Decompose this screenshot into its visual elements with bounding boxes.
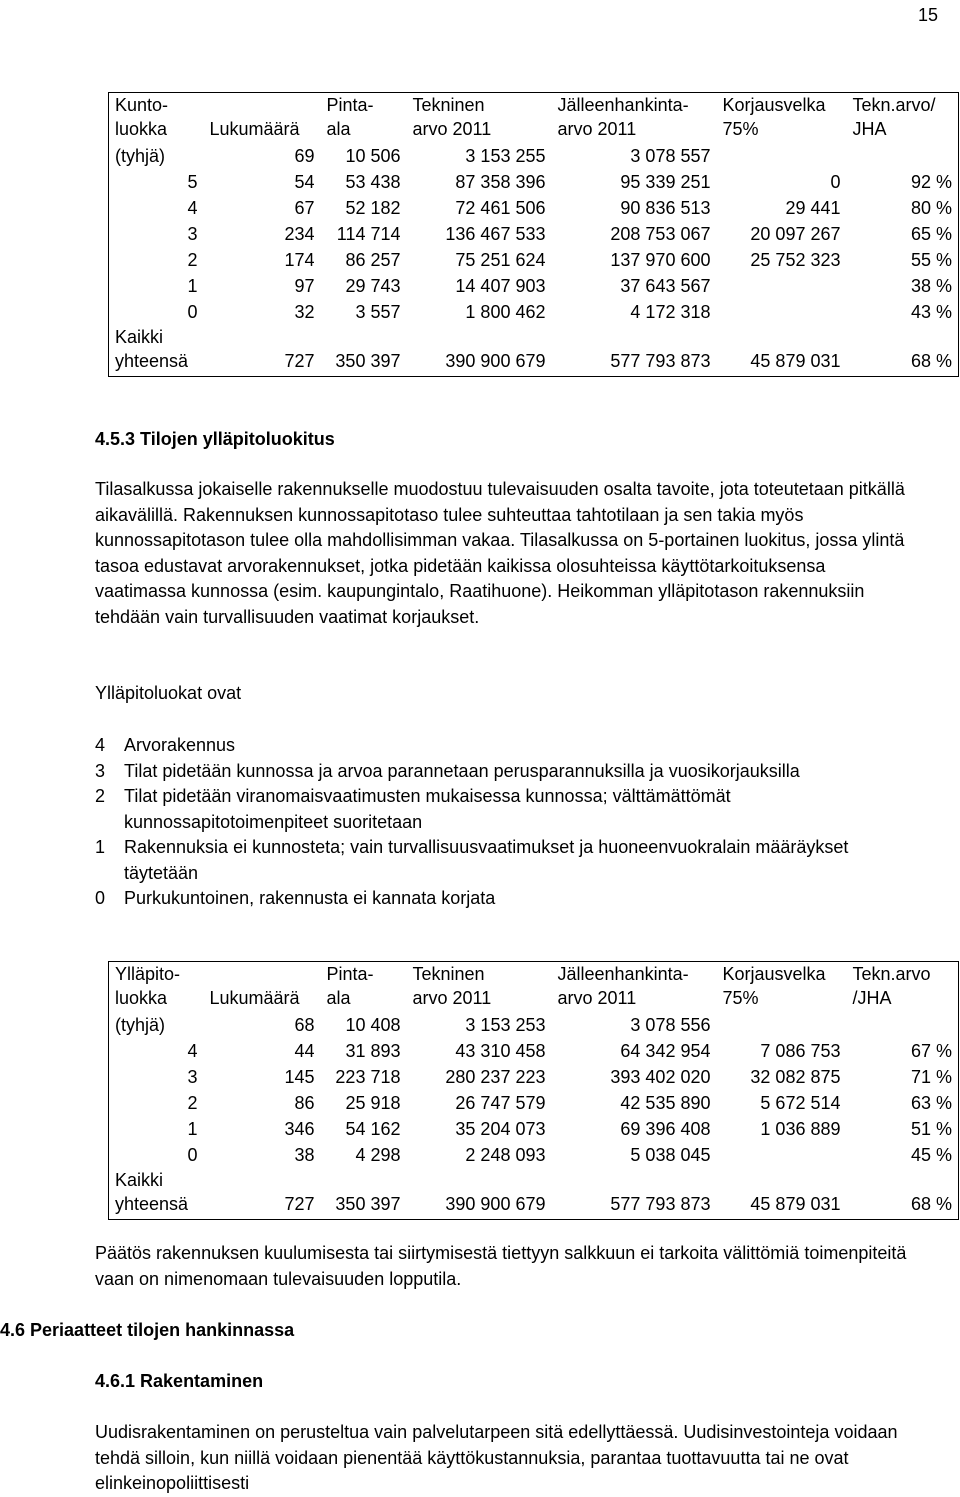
table-cell: 86: [294, 1093, 315, 1113]
column-header: [321, 93, 407, 144]
maintenance-level-code: 2: [95, 786, 106, 806]
maintenance-level-list: [95, 733, 915, 912]
table-cell: 1 800 462: [465, 302, 546, 322]
maintenance-level-text: Arvorakennus: [124, 735, 236, 755]
table-cell: 208 753 067: [610, 224, 711, 244]
table-cell: [717, 143, 847, 169]
maintenance-level-text: Tilat pidetään kunnossa ja arvoa parannetaan perusparannuksilla ja vuosikorjauksilla: [124, 760, 800, 781]
column-header: [109, 93, 204, 144]
table-cell: 69 396 408: [620, 1119, 711, 1139]
column-header-line: Lukumäärä: [209, 119, 300, 139]
column-header-line: Pinta-: [326, 95, 374, 115]
column-header: [407, 962, 552, 1013]
column-header: [204, 93, 321, 144]
total-cell: 577 793 873: [610, 1194, 711, 1214]
row-label-cell: 0: [187, 302, 198, 322]
column-header: [321, 962, 407, 1013]
column-header-line: Korjausvelka: [722, 95, 826, 115]
total-cell: 45 879 031: [750, 1194, 841, 1214]
table-cell: [847, 1012, 959, 1038]
total-label-cell: [109, 1168, 204, 1220]
column-header-line: Pinta-: [326, 964, 374, 984]
column-header-line: Kunto-: [115, 95, 169, 115]
column-header: [847, 962, 959, 1013]
total-cell: 727: [284, 1194, 315, 1214]
table-cell: 51 %: [910, 1119, 952, 1139]
table-cell: 68: [294, 1015, 315, 1035]
maintenance-level-text: Tilat pidetään viranomaisvaatimusten mukaisessa kunnossa; välttämättömät kunnossapitotoimenpiteet suoritetaan: [124, 786, 731, 832]
table-cell: 69: [294, 146, 315, 166]
table-cell: 114 714: [336, 224, 401, 244]
table-cell: 43 310 458: [455, 1041, 546, 1061]
header-row: [109, 962, 959, 1013]
condition-class-table: [108, 92, 959, 377]
header-row: [109, 93, 959, 144]
table-cell: 67 %: [910, 1041, 952, 1061]
table-cell: 0: [830, 172, 841, 192]
total-cell: 577 793 873: [610, 351, 711, 371]
table-cell: 75 251 624: [455, 250, 546, 270]
row-label-cell: 2: [187, 1093, 198, 1113]
table-cell: 10 408: [345, 1015, 401, 1035]
table-cell: 174: [284, 250, 315, 270]
page-number: 15: [917, 5, 938, 25]
total-label-line: yhteensä: [115, 351, 189, 371]
total-row: [109, 325, 959, 377]
table-cell: 3 557: [355, 302, 401, 322]
column-header-line: Tekninen: [412, 95, 485, 115]
section-4-5-3-paragraph: Tilasalkussa jokaiselle rakennukselle muodostuu tulevaisuuden osalta tavoite, jota toteutetaan pitkällä aikavälillä. Rakennuksen kunnossapitotaso tulee suhteuttaa tahtotilaan ja sen takia myös kunnossapitotason tulee olla mahdollisimman vakaa. Tilasalkussa on 5-portainen luokitus, jossa ylintä tasoa edustavat arvorakennukset, jotka pidetään kaikissa olosuhteissa käyttötarkoituksensa vaatimassa kunnossa (esim. kaupungintalo, Raatihuone). Heikomman ylläpitotason rakennuksiin tehdään vain turvallisuuden vaatimat korjaukset.: [95, 479, 905, 627]
maintenance-level-item: [95, 886, 915, 912]
row-label-cell: 5: [187, 172, 198, 192]
table-cell: 5 038 045: [630, 1145, 711, 1165]
maintenance-level-item: [95, 784, 915, 835]
table-cell: 26 747 579: [455, 1093, 546, 1113]
table-cell: 393 402 020: [610, 1067, 711, 1087]
table-row: [109, 1116, 959, 1142]
total-cell: 727: [284, 351, 315, 371]
column-header: [204, 962, 321, 1013]
table-cell: 54: [294, 172, 315, 192]
table-cell: 32: [294, 302, 315, 322]
table-cell: 42 535 890: [620, 1093, 711, 1113]
table-cell: 14 407 903: [455, 276, 546, 296]
decision-paragraph: Päätös rakennuksen kuulumisesta tai siirtymisestä tiettyyn salkkuun ei tarkoita välittömiä toimenpiteitä vaan on nimenomaan tulevaisuuden lopputila.: [95, 1243, 907, 1289]
column-header-line: 75%: [722, 988, 759, 1008]
table-cell: 90 836 513: [620, 198, 711, 218]
table-cell: 35 204 073: [455, 1119, 546, 1139]
row-label-cell: 4: [187, 198, 198, 218]
table-cell: 2 248 093: [465, 1145, 546, 1165]
table-cell: 45 %: [910, 1145, 952, 1165]
total-label-line: yhteensä: [115, 1194, 189, 1214]
table-row: [109, 195, 959, 221]
table-cell: 5 672 514: [760, 1093, 841, 1113]
table-cell: [717, 1012, 847, 1038]
table-cell: 97: [294, 276, 315, 296]
column-header-line: Jälleenhankinta-: [557, 964, 689, 984]
column-header-line: Tekninen: [412, 964, 485, 984]
table-cell: 80 %: [910, 198, 952, 218]
column-header-line: /JHA: [852, 988, 892, 1008]
column-header: [717, 93, 847, 144]
row-label-cell: (tyhjä): [115, 1015, 166, 1035]
table-cell: 3 078 557: [630, 146, 711, 166]
table-cell: 55 %: [910, 250, 952, 270]
table-cell: 25 752 323: [750, 250, 841, 270]
column-header-line: luokka: [115, 119, 168, 139]
table-row: [109, 169, 959, 195]
column-header: [407, 93, 552, 144]
total-label-line: Kaikki: [115, 1170, 164, 1190]
row-label-cell: 1: [187, 276, 198, 296]
table-cell: 20 097 267: [750, 224, 841, 244]
column-header: [717, 962, 847, 1013]
table-cell: 53 438: [345, 172, 401, 192]
total-cell: 68 %: [910, 1194, 952, 1214]
table-cell: 32 082 875: [750, 1067, 841, 1087]
row-label-cell: 4: [187, 1041, 198, 1061]
maintenance-level-item: [95, 733, 915, 759]
column-header-line: Korjausvelka: [722, 964, 826, 984]
table-cell: 31 893: [345, 1041, 401, 1061]
section-4-6-1-paragraph: Uudisrakentaminen on perusteltua vain palvelutarpeen sitä edellyttäessä. Uudisinvestointeja voidaan tehdä silloin, kun niillä voidaan pienentää käyttökustannuksia, parantaa tuottavuutta tai ne ovat elinkeinopoliittisesti: [95, 1422, 898, 1493]
section-4-6-1-heading: 4.6.1 Rakentaminen: [95, 1371, 264, 1391]
row-label-cell: 0: [187, 1145, 198, 1165]
table-row: [109, 1142, 959, 1168]
total-cell: 68 %: [910, 351, 952, 371]
table-cell: 86 257: [345, 250, 401, 270]
table-cell: 87 358 396: [455, 172, 546, 192]
table-cell: 65 %: [910, 224, 952, 244]
column-header-line: JHA: [852, 119, 887, 139]
table-cell: 136 467 533: [445, 224, 546, 244]
total-cell: 390 900 679: [445, 351, 546, 371]
table-cell: 223 718: [335, 1067, 401, 1087]
column-header-line: Jälleenhankinta-: [557, 95, 689, 115]
table-cell: 280 237 223: [445, 1067, 546, 1087]
table-cell: 67: [294, 198, 315, 218]
maintenance-level-code: 1: [95, 837, 106, 857]
table-row: [109, 273, 959, 299]
table-cell: 92 %: [910, 172, 952, 192]
column-header-line: Lukumäärä: [209, 988, 300, 1008]
table-cell: 43 %: [910, 302, 952, 322]
maintenance-level-code: 3: [95, 760, 106, 781]
column-header: [552, 93, 717, 144]
column-header-line: arvo 2011: [412, 119, 492, 139]
table-cell: [717, 299, 847, 325]
levels-intro: Ylläpitoluokat ovat: [95, 683, 242, 703]
table-cell: 7 086 753: [760, 1041, 841, 1061]
total-label-cell: [109, 325, 204, 377]
column-header-line: Tekn.arvo/: [852, 95, 936, 115]
table-cell: 4 298: [355, 1145, 401, 1165]
total-cell: 390 900 679: [445, 1194, 546, 1214]
row-label-cell: 3: [187, 224, 198, 244]
table-row: [109, 1038, 959, 1064]
total-cell: 350 397: [335, 1194, 401, 1214]
total-label-line: Kaikki: [115, 327, 164, 347]
table-cell: 63 %: [910, 1093, 952, 1113]
table-row: [109, 1012, 959, 1038]
row-label-cell: 3: [187, 1067, 198, 1087]
table-cell: 64 342 954: [620, 1041, 711, 1061]
column-header-line: arvo 2011: [412, 988, 492, 1008]
maintenance-level-item: [95, 835, 915, 886]
column-header-line: luokka: [115, 988, 168, 1008]
column-header-line: ala: [326, 119, 351, 139]
row-label-cell: 1: [187, 1119, 198, 1139]
table-cell: 10 506: [345, 146, 401, 166]
column-header-line: 75%: [722, 119, 759, 139]
table-cell: 54 162: [345, 1119, 401, 1139]
column-header: [847, 93, 959, 144]
table-cell: 4 172 318: [630, 302, 711, 322]
table-cell: 145: [284, 1067, 315, 1087]
table-cell: 52 182: [345, 198, 401, 218]
maintenance-level-item: [95, 759, 915, 785]
table-row: [109, 1064, 959, 1090]
total-cell: 350 397: [335, 351, 401, 371]
maintenance-class-table-body: [109, 962, 959, 1220]
table-cell: 37 643 567: [620, 276, 711, 296]
table-cell: 25 918: [345, 1093, 401, 1113]
column-header-line: Tekn.arvo: [852, 964, 931, 984]
column-header-line: Ylläpito-: [115, 964, 181, 984]
table-cell: [717, 273, 847, 299]
table-cell: 3 153 253: [465, 1015, 546, 1035]
table-cell: 234: [284, 224, 315, 244]
table-cell: 44: [294, 1041, 315, 1061]
column-header-line: arvo 2011: [557, 119, 637, 139]
table-cell: 71 %: [910, 1067, 952, 1087]
table-row: [109, 247, 959, 273]
column-header-line: arvo 2011: [557, 988, 637, 1008]
table-cell: 1 036 889: [760, 1119, 841, 1139]
table-cell: 29 743: [345, 276, 401, 296]
table-row: [109, 1090, 959, 1116]
maintenance-level-text: Rakennuksia ei kunnosteta; vain turvallisuusvaatimukset ja huoneenvuokralain määräykset täytetään: [124, 837, 849, 883]
section-4-5-3-heading: 4.5.3 Tilojen ylläpitoluokitus: [95, 429, 335, 449]
table-row: [109, 299, 959, 325]
table-cell: [847, 143, 959, 169]
row-label-cell: (tyhjä): [115, 146, 166, 166]
table-cell: 29 441: [785, 198, 841, 218]
column-header-line: ala: [326, 988, 351, 1008]
table-row: [109, 143, 959, 169]
maintenance-class-table: [108, 961, 959, 1220]
table-cell: 346: [284, 1119, 315, 1139]
table-cell: [717, 1142, 847, 1168]
condition-class-table-body: [109, 93, 959, 377]
total-cell: 45 879 031: [750, 351, 841, 371]
total-row: [109, 1168, 959, 1220]
maintenance-level-code: 0: [95, 888, 106, 908]
table-cell: 72 461 506: [455, 198, 546, 218]
maintenance-level-code: 4: [95, 735, 106, 755]
table-cell: 3 153 255: [465, 146, 546, 166]
table-cell: 38: [294, 1145, 315, 1165]
row-label-cell: 2: [187, 250, 198, 270]
table-cell: 3 078 556: [630, 1015, 711, 1035]
column-header: [109, 962, 204, 1013]
section-4-6-heading: 4.6 Periaatteet tilojen hankinnassa: [0, 1320, 295, 1340]
table-cell: 38 %: [910, 276, 952, 296]
table-cell: 137 970 600: [610, 250, 711, 270]
maintenance-level-text: Purkukuntoinen, rakennusta ei kannata korjata: [124, 888, 496, 908]
table-row: [109, 221, 959, 247]
table-cell: 95 339 251: [620, 172, 711, 192]
column-header: [552, 962, 717, 1013]
